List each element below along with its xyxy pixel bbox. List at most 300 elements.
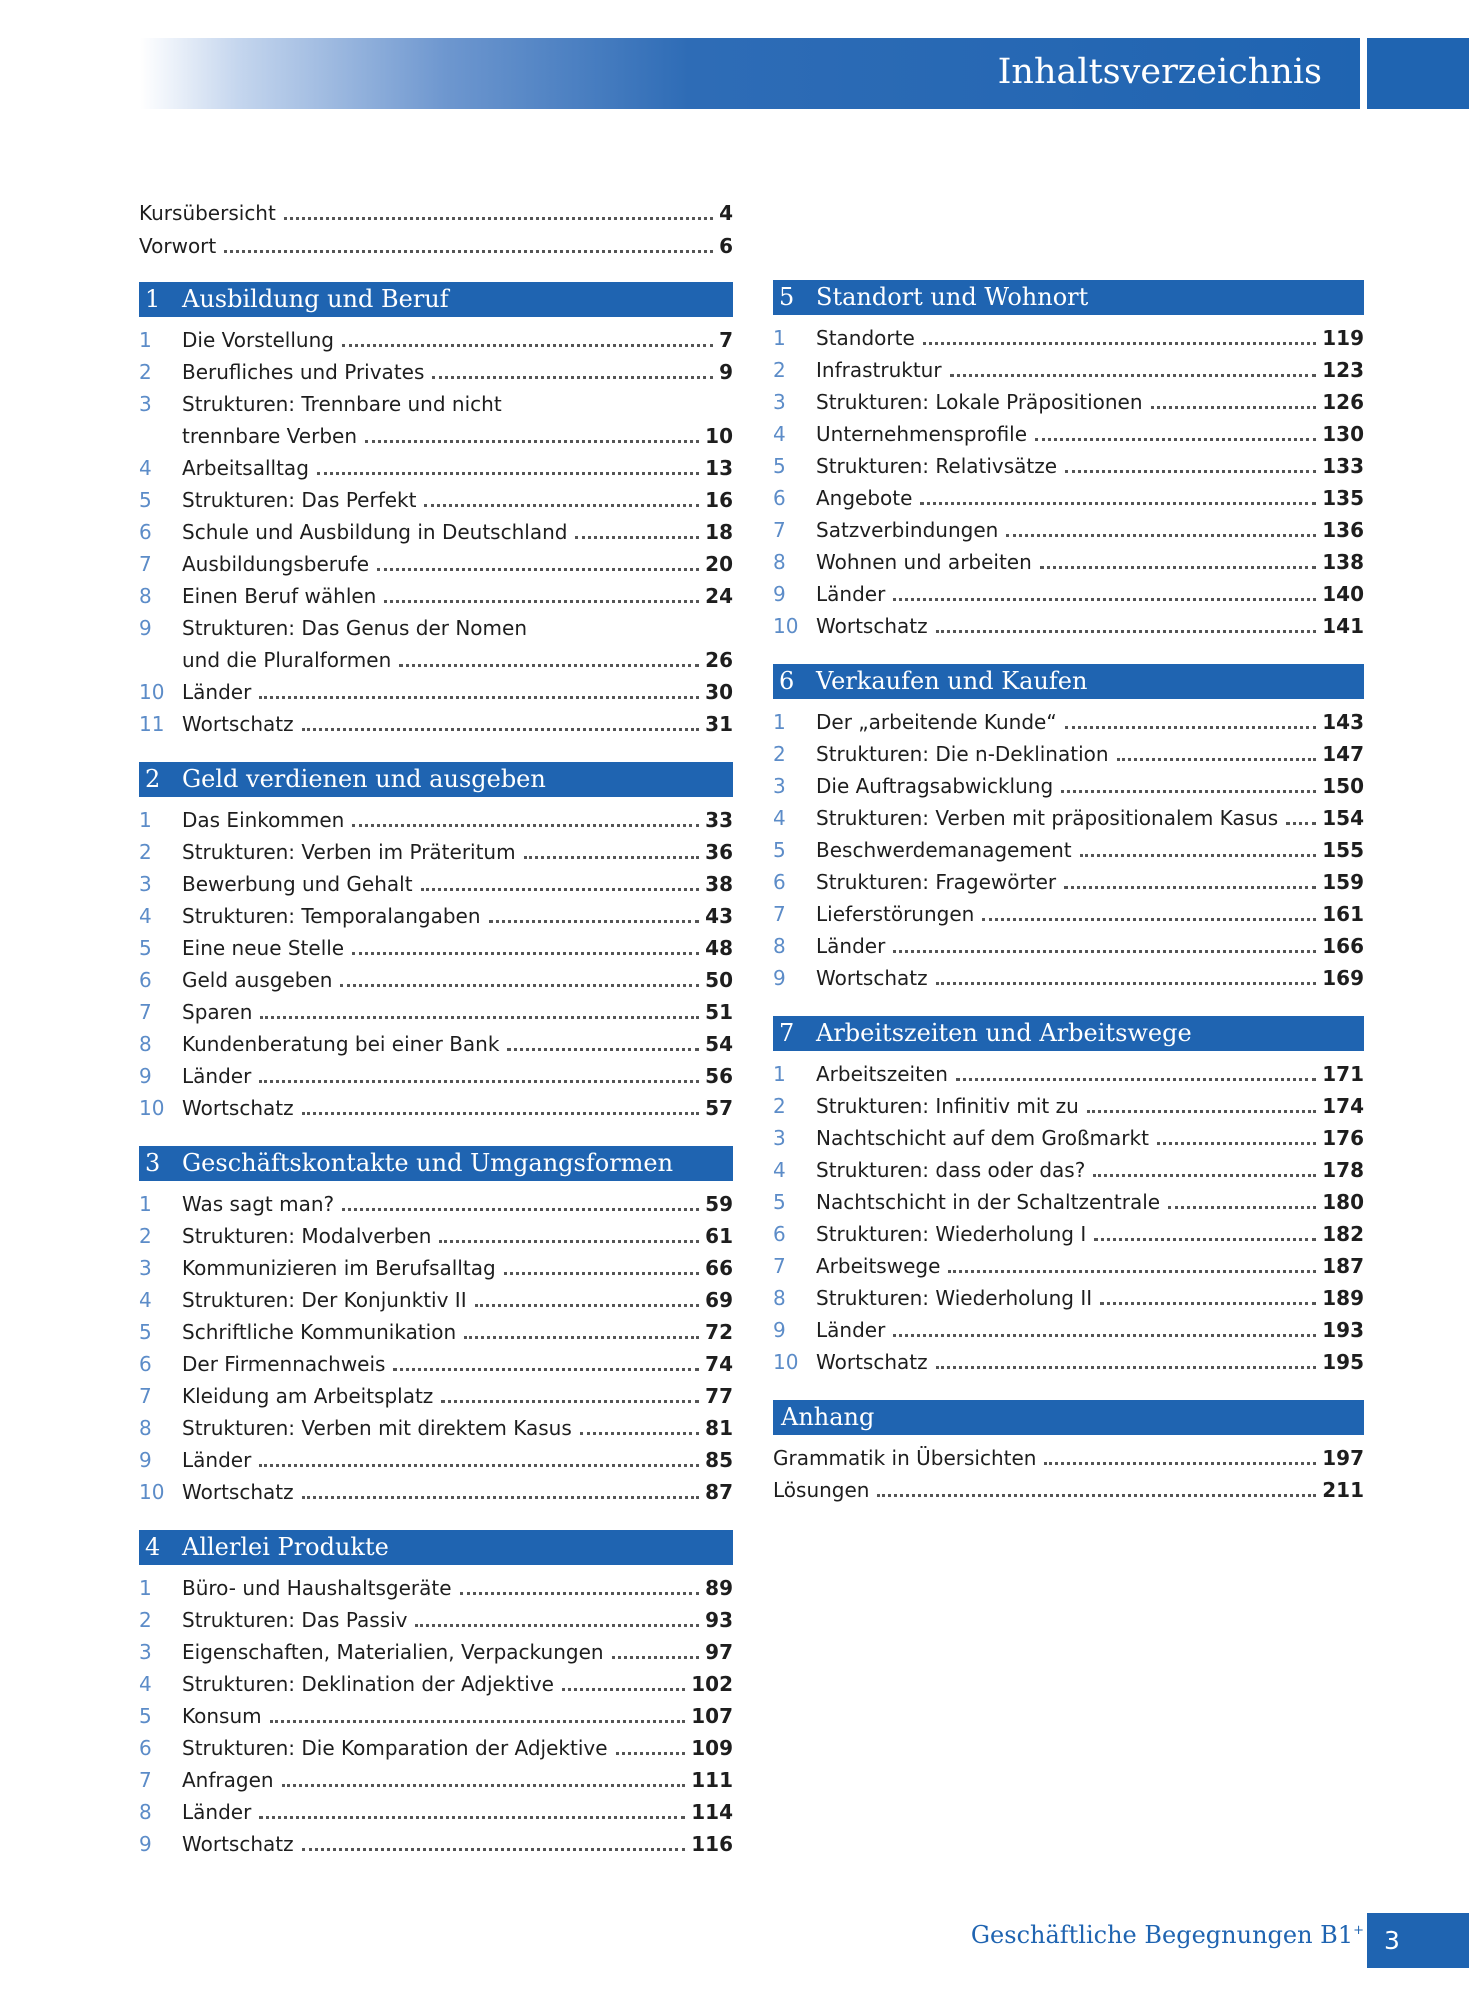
- section-number: 7: [779, 1019, 795, 1047]
- dot-leader: [460, 1592, 700, 1595]
- entry-number: 9: [139, 616, 152, 640]
- entry-number: 2: [139, 1608, 152, 1632]
- entry-number: 7: [139, 1384, 152, 1408]
- toc-entry[interactable]: [139, 324, 733, 356]
- toc-entry[interactable]: [139, 1604, 733, 1636]
- entry-number: 6: [773, 486, 786, 510]
- entry-title: Strukturen: Deklination der Adjektive: [182, 1672, 554, 1696]
- section-heading[interactable]: [773, 280, 1364, 315]
- toc-section: [139, 1146, 733, 1508]
- entry-title: Strukturen: Infinitiv mit zu: [816, 1094, 1079, 1118]
- dot-leader: [399, 664, 699, 667]
- dot-leader: [259, 1464, 699, 1467]
- entry-title: Kommunizieren im Berufsalltag: [182, 1256, 496, 1280]
- section-heading[interactable]: [773, 1016, 1364, 1051]
- toc-entry[interactable]: [773, 1122, 1364, 1154]
- entry-number: 8: [773, 1286, 786, 1310]
- dot-leader: [224, 250, 713, 253]
- toc-entry[interactable]: [139, 1220, 733, 1252]
- toc-entry[interactable]: [139, 900, 733, 932]
- entry-page: 9: [719, 360, 733, 384]
- entry-page: 4: [719, 201, 733, 225]
- toc-entry[interactable]: [139, 1380, 733, 1412]
- entry-number: 6: [139, 520, 152, 544]
- entry-page: 178: [1322, 1158, 1364, 1182]
- dot-leader: [1286, 822, 1316, 825]
- toc-entry[interactable]: [139, 964, 733, 996]
- toc-section: [139, 762, 733, 1124]
- entry-number: 8: [139, 1032, 152, 1056]
- entry-title: Strukturen: Relativsätze: [816, 454, 1058, 478]
- dot-leader: [1065, 726, 1317, 729]
- toc-entry[interactable]: [139, 708, 733, 740]
- entry-page: 166: [1322, 934, 1364, 958]
- toc-entry[interactable]: [773, 1346, 1364, 1378]
- entry-number: 6: [139, 968, 152, 992]
- toc-entry[interactable]: [773, 706, 1364, 738]
- toc-entry[interactable]: [139, 548, 733, 580]
- toc-entry[interactable]: [773, 802, 1364, 834]
- toc-entry[interactable]: [139, 452, 733, 484]
- toc-entry[interactable]: [139, 1412, 733, 1444]
- entry-page: 187: [1322, 1254, 1364, 1278]
- entry-number: 4: [773, 422, 786, 446]
- entry-page: 74: [705, 1352, 733, 1376]
- entry-page: 150: [1322, 774, 1364, 798]
- dot-leader: [489, 920, 700, 923]
- dot-leader: [302, 1848, 686, 1851]
- entry-page: 161: [1322, 902, 1364, 926]
- entry-number: 8: [139, 1416, 152, 1440]
- section-heading[interactable]: [139, 1530, 733, 1565]
- entry-title: Wortschatz: [816, 1350, 928, 1374]
- entry-title: Strukturen: Die Komparation der Adjektive: [182, 1736, 608, 1760]
- toc-entry[interactable]: [773, 1314, 1364, 1346]
- toc-entry[interactable]: [773, 322, 1364, 354]
- dot-leader: [432, 376, 713, 379]
- section-heading[interactable]: [139, 1146, 733, 1181]
- entry-page: 169: [1322, 966, 1364, 990]
- toc-entry[interactable]: [139, 1572, 733, 1604]
- entry-title: Wortschatz: [182, 1480, 294, 1504]
- entry-title: Sparen: [182, 1000, 253, 1024]
- entry-title: Länder: [182, 1800, 252, 1824]
- section-title: Geschäftskontakte und Umgangsformen: [182, 1149, 674, 1177]
- entry-page: 147: [1322, 742, 1364, 766]
- entry-number: 9: [139, 1064, 152, 1088]
- entry-number: 4: [139, 456, 152, 480]
- toc-entry[interactable]: [139, 1764, 733, 1796]
- entry-title: Bewerbung und Gehalt: [182, 872, 413, 896]
- toc-entry[interactable]: [773, 514, 1364, 546]
- entry-page: 85: [705, 1448, 733, 1472]
- dot-leader: [877, 1494, 1316, 1497]
- entry-title: Grammatik in Übersichten: [773, 1446, 1037, 1470]
- toc-entry[interactable]: [139, 1828, 733, 1860]
- toc-entry[interactable]: [773, 962, 1364, 994]
- dot-leader: [1065, 470, 1316, 473]
- entry-page: 107: [691, 1704, 733, 1728]
- entry-page: 69: [705, 1288, 733, 1312]
- toc-entry[interactable]: [139, 356, 733, 388]
- entry-number: 7: [773, 518, 786, 542]
- section-heading[interactable]: [773, 664, 1364, 699]
- dot-leader: [612, 1656, 700, 1659]
- entry-title: Standorte: [816, 326, 915, 350]
- entry-title: Unternehmensprofile: [816, 422, 1028, 446]
- toc-entry[interactable]: [773, 770, 1364, 802]
- entry-page: 159: [1322, 870, 1364, 894]
- toc-entry[interactable]: [773, 418, 1364, 450]
- entry-page: 16: [705, 488, 733, 512]
- section-heading[interactable]: [139, 282, 733, 317]
- section-number: 1: [145, 285, 161, 313]
- entry-title: Konsum: [182, 1704, 262, 1728]
- entry-number: 7: [139, 552, 152, 576]
- entry-title: Nachtschicht auf dem Großmarkt: [816, 1126, 1149, 1150]
- entry-title: Strukturen: Verben im Präteritum: [182, 840, 516, 864]
- toc-entry[interactable]: [139, 612, 733, 644]
- entry-page: 20: [705, 552, 733, 576]
- entry-page: 36: [705, 840, 733, 864]
- toc-entry[interactable]: [773, 1090, 1364, 1122]
- entry-title: Strukturen: Fragewörter: [816, 870, 1057, 894]
- dot-leader: [893, 950, 1316, 953]
- toc-entry[interactable]: [139, 580, 733, 612]
- section-number: 3: [145, 1149, 161, 1177]
- entry-number: 4: [773, 1158, 786, 1182]
- entry-title: Strukturen: Trennbare und nicht: [182, 392, 502, 416]
- toc-section: [773, 1016, 1364, 1378]
- toc-entry[interactable]: [139, 516, 733, 548]
- entry-title: Das Einkommen: [182, 808, 345, 832]
- entry-title: Geld ausgeben: [182, 968, 333, 992]
- entry-number: 5: [773, 1190, 786, 1214]
- entry-number: 9: [139, 1832, 152, 1856]
- entry-title: Satzverbindungen: [816, 518, 999, 542]
- entry-title: Die Auftragsabwicklung: [816, 774, 1054, 798]
- entry-title: Strukturen: Das Perfekt: [182, 488, 417, 512]
- entry-title: Strukturen: Verben mit direktem Kasus: [182, 1416, 572, 1440]
- entry-number: 5: [773, 838, 786, 862]
- toc-entry[interactable]: [773, 866, 1364, 898]
- entry-number: 8: [773, 550, 786, 574]
- toc-entry[interactable]: [773, 1154, 1364, 1186]
- dot-leader: [948, 1270, 1316, 1273]
- entry-page: 89: [705, 1576, 733, 1600]
- entry-page: 66: [705, 1256, 733, 1280]
- toc-entry[interactable]: [139, 868, 733, 900]
- section-title: Allerlei Produkte: [182, 1533, 389, 1561]
- toc-entry[interactable]: [139, 1732, 733, 1764]
- entry-page: 154: [1322, 806, 1364, 830]
- entry-title: Wortschatz: [182, 1832, 294, 1856]
- toc-entry[interactable]: [773, 1218, 1364, 1250]
- dot-leader: [1006, 534, 1316, 537]
- entry-number: 1: [139, 808, 152, 832]
- entry-number: 5: [139, 488, 152, 512]
- section-title: Standort und Wohnort: [816, 283, 1089, 311]
- entry-number: 7: [773, 1254, 786, 1278]
- entry-number: 1: [139, 1576, 152, 1600]
- entry-page: 33: [705, 808, 733, 832]
- toc-entry[interactable]: [139, 932, 733, 964]
- entry-page: 197: [1322, 1446, 1364, 1470]
- entry-number: 5: [139, 1320, 152, 1344]
- book-title: Geschäftliche Begegnungen B1: [970, 1921, 1354, 1949]
- entry-page: 143: [1322, 710, 1364, 734]
- toc-entry[interactable]: [773, 1442, 1364, 1474]
- entry-title: Strukturen: Verben mit präpositionalem Kasus: [816, 806, 1279, 830]
- toc-entry[interactable]: [139, 1476, 733, 1508]
- page-number: 3: [1367, 1913, 1469, 1968]
- toc-entry[interactable]: [139, 836, 733, 868]
- entry-title: Eine neue Stelle: [182, 936, 345, 960]
- dot-leader: [507, 1048, 699, 1051]
- dot-leader: [259, 1816, 685, 1819]
- entry-number: 5: [139, 1704, 152, 1728]
- entry-number: 2: [139, 1224, 152, 1248]
- toc-entry[interactable]: [773, 1250, 1364, 1282]
- entry-page: 155: [1322, 838, 1364, 862]
- toc-entry[interactable]: [139, 1668, 733, 1700]
- toc-entry[interactable]: [773, 1474, 1364, 1506]
- entry-page: 102: [691, 1672, 733, 1696]
- entry-page: 123: [1322, 358, 1364, 382]
- entry-page: 114: [691, 1800, 733, 1824]
- entry-page: 135: [1322, 486, 1364, 510]
- entry-title: Länder: [182, 1448, 252, 1472]
- toc-entry[interactable]: [773, 546, 1364, 578]
- entry-page: 81: [705, 1416, 733, 1440]
- entry-number: 9: [773, 966, 786, 990]
- entry-title: Strukturen: dass oder das?: [816, 1158, 1086, 1182]
- dot-leader: [282, 1784, 686, 1787]
- entry-number: 3: [139, 1256, 152, 1280]
- toc-left-column: [139, 196, 733, 1882]
- entry-title: Eigenschaften, Materialien, Verpackungen: [182, 1640, 604, 1664]
- toc-section: [139, 282, 733, 740]
- entry-page: 133: [1322, 454, 1364, 478]
- entry-page: 77: [705, 1384, 733, 1408]
- toc-entry-continuation[interactable]: [139, 644, 733, 676]
- entry-title: Länder: [182, 1064, 252, 1088]
- entry-page: 51: [705, 1000, 733, 1024]
- entry-title: Kleidung am Arbeitsplatz: [182, 1384, 434, 1408]
- section-number: 4: [145, 1533, 161, 1561]
- entry-title: Strukturen: Die n-Deklination: [816, 742, 1109, 766]
- entry-title: Strukturen: Der Konjunktiv II: [182, 1288, 467, 1312]
- entry-title: Anfragen: [182, 1768, 274, 1792]
- toc-entry[interactable]: [139, 484, 733, 516]
- entry-title: Strukturen: Modalverben: [182, 1224, 432, 1248]
- entry-page: 10: [705, 424, 733, 448]
- entry-number: 2: [139, 360, 152, 384]
- entry-title: Was sagt man?: [182, 1192, 335, 1216]
- toc-entry[interactable]: [773, 898, 1364, 930]
- entry-title: Einen Beruf wählen: [182, 584, 377, 608]
- entry-number: 7: [139, 1768, 152, 1792]
- dot-leader: [982, 918, 1316, 921]
- entry-number: 3: [773, 774, 786, 798]
- toc-entry[interactable]: [773, 834, 1364, 866]
- entry-title: Wohnen und arbeiten: [816, 550, 1032, 574]
- toc-entry[interactable]: [773, 738, 1364, 770]
- entry-number: 9: [139, 1448, 152, 1472]
- toc-entry[interactable]: [773, 450, 1364, 482]
- dot-leader: [1064, 886, 1316, 889]
- dot-leader: [302, 728, 700, 731]
- dot-leader: [302, 1112, 700, 1115]
- entry-page: 30: [705, 680, 733, 704]
- entry-page: 13: [705, 456, 733, 480]
- dot-leader: [1094, 1238, 1316, 1241]
- toc-entry[interactable]: [139, 388, 733, 420]
- entry-page: 111: [691, 1768, 733, 1792]
- dot-leader: [352, 824, 699, 827]
- toc-entry[interactable]: [139, 1796, 733, 1828]
- toc-entry[interactable]: [139, 229, 733, 262]
- dot-leader: [1040, 566, 1316, 569]
- section-heading[interactable]: [773, 1400, 1364, 1435]
- section-heading[interactable]: [139, 762, 733, 797]
- dot-leader: [439, 1240, 699, 1243]
- dot-leader: [260, 1016, 699, 1019]
- dot-leader: [259, 1080, 699, 1083]
- toc-entry[interactable]: [139, 1028, 733, 1060]
- entry-number: 3: [139, 872, 152, 896]
- toc-entry[interactable]: [773, 610, 1364, 642]
- toc-entry[interactable]: [139, 996, 733, 1028]
- toc-entry[interactable]: [139, 1092, 733, 1124]
- entry-title: Vorwort: [139, 234, 217, 258]
- dot-leader: [1093, 1174, 1316, 1177]
- toc-entry[interactable]: [139, 804, 733, 836]
- dot-leader: [424, 504, 699, 507]
- entry-page: 130: [1322, 422, 1364, 446]
- dot-leader: [393, 1368, 699, 1371]
- dot-leader: [421, 888, 700, 891]
- toc-entry[interactable]: [139, 196, 733, 229]
- toc-entry[interactable]: [773, 1186, 1364, 1218]
- toc-section: [773, 664, 1364, 994]
- entry-page: 56: [705, 1064, 733, 1088]
- entry-page: 109: [691, 1736, 733, 1760]
- entry-number: 10: [773, 614, 799, 638]
- toc-entry[interactable]: [773, 386, 1364, 418]
- entry-number: 9: [773, 582, 786, 606]
- header-band: [140, 38, 1360, 109]
- entry-page: 97: [705, 1640, 733, 1664]
- entry-title: Wortschatz: [816, 966, 928, 990]
- book-title-footer: [971, 1921, 1364, 1949]
- dot-leader: [936, 1366, 1317, 1369]
- toc-entry[interactable]: [139, 1316, 733, 1348]
- toc-entry[interactable]: [139, 1060, 733, 1092]
- entry-page: 171: [1322, 1062, 1364, 1086]
- dot-leader: [377, 568, 699, 571]
- dot-leader: [384, 600, 699, 603]
- entry-number: 1: [773, 1062, 786, 1086]
- entry-title: Strukturen: Temporalangaben: [182, 904, 481, 928]
- entry-number: 2: [139, 840, 152, 864]
- dot-leader: [352, 952, 699, 955]
- toc-entry[interactable]: [773, 1058, 1364, 1090]
- toc-section: [773, 280, 1364, 642]
- entry-title: Strukturen: Das Genus der Nomen: [182, 616, 527, 640]
- dot-leader: [340, 984, 699, 987]
- section-title: Anhang: [781, 1403, 875, 1431]
- toc-entry[interactable]: [139, 1348, 733, 1380]
- dot-leader: [342, 1208, 699, 1211]
- toc-entry[interactable]: [139, 1636, 733, 1668]
- entry-title: Nachtschicht in der Schaltzentrale: [816, 1190, 1161, 1214]
- entry-title: und die Pluralformen: [182, 648, 392, 672]
- entry-page: 141: [1322, 614, 1364, 638]
- entry-page: 24: [705, 584, 733, 608]
- entry-title: Der „arbeitende Kunde“: [816, 710, 1057, 734]
- toc-entry[interactable]: [139, 1284, 733, 1316]
- entry-page: 136: [1322, 518, 1364, 542]
- toc-entry[interactable]: [139, 1252, 733, 1284]
- entry-title: Länder: [816, 1318, 886, 1342]
- entry-title: Länder: [816, 934, 886, 958]
- entry-page: 18: [705, 520, 733, 544]
- entry-title: Lösungen: [773, 1478, 870, 1502]
- entry-page: 189: [1322, 1286, 1364, 1310]
- entry-number: 3: [139, 1640, 152, 1664]
- entry-title: Kundenberatung bei einer Bank: [182, 1032, 500, 1056]
- entry-number: 10: [773, 1350, 799, 1374]
- dot-leader: [1168, 1206, 1316, 1209]
- toc-entry[interactable]: [139, 1444, 733, 1476]
- header-end-block: [1367, 38, 1469, 109]
- toc-entry[interactable]: [139, 1188, 733, 1220]
- section-title: Arbeitszeiten und Arbeitswege: [816, 1019, 1192, 1047]
- dot-leader: [893, 1334, 1316, 1337]
- entry-page: 43: [705, 904, 733, 928]
- entry-number: 3: [773, 390, 786, 414]
- entry-page: 174: [1322, 1094, 1364, 1118]
- dot-leader: [580, 1432, 699, 1435]
- dot-leader: [950, 374, 1317, 377]
- entry-number: 1: [773, 326, 786, 350]
- entry-number: 1: [773, 710, 786, 734]
- entry-number: 3: [773, 1126, 786, 1150]
- dot-leader: [1151, 406, 1317, 409]
- toc-entry[interactable]: [773, 1282, 1364, 1314]
- section-title: Ausbildung und Beruf: [182, 285, 449, 313]
- toc-entry[interactable]: [773, 930, 1364, 962]
- toc-entry[interactable]: [139, 676, 733, 708]
- entry-page: 119: [1322, 326, 1364, 350]
- toc-entry[interactable]: [773, 354, 1364, 386]
- toc-entry-continuation[interactable]: [139, 420, 733, 452]
- entry-page: 50: [705, 968, 733, 992]
- entry-page: 126: [1322, 390, 1364, 414]
- dot-leader: [415, 1624, 699, 1627]
- entry-number: 7: [773, 902, 786, 926]
- entry-number: 2: [773, 742, 786, 766]
- toc-entry[interactable]: [773, 482, 1364, 514]
- dot-leader: [342, 344, 713, 347]
- dot-leader: [1061, 790, 1316, 793]
- toc-entry[interactable]: [139, 1700, 733, 1732]
- entry-number: 10: [139, 1480, 165, 1504]
- dot-leader: [524, 856, 700, 859]
- entry-page: 180: [1322, 1190, 1364, 1214]
- toc-entry[interactable]: [773, 578, 1364, 610]
